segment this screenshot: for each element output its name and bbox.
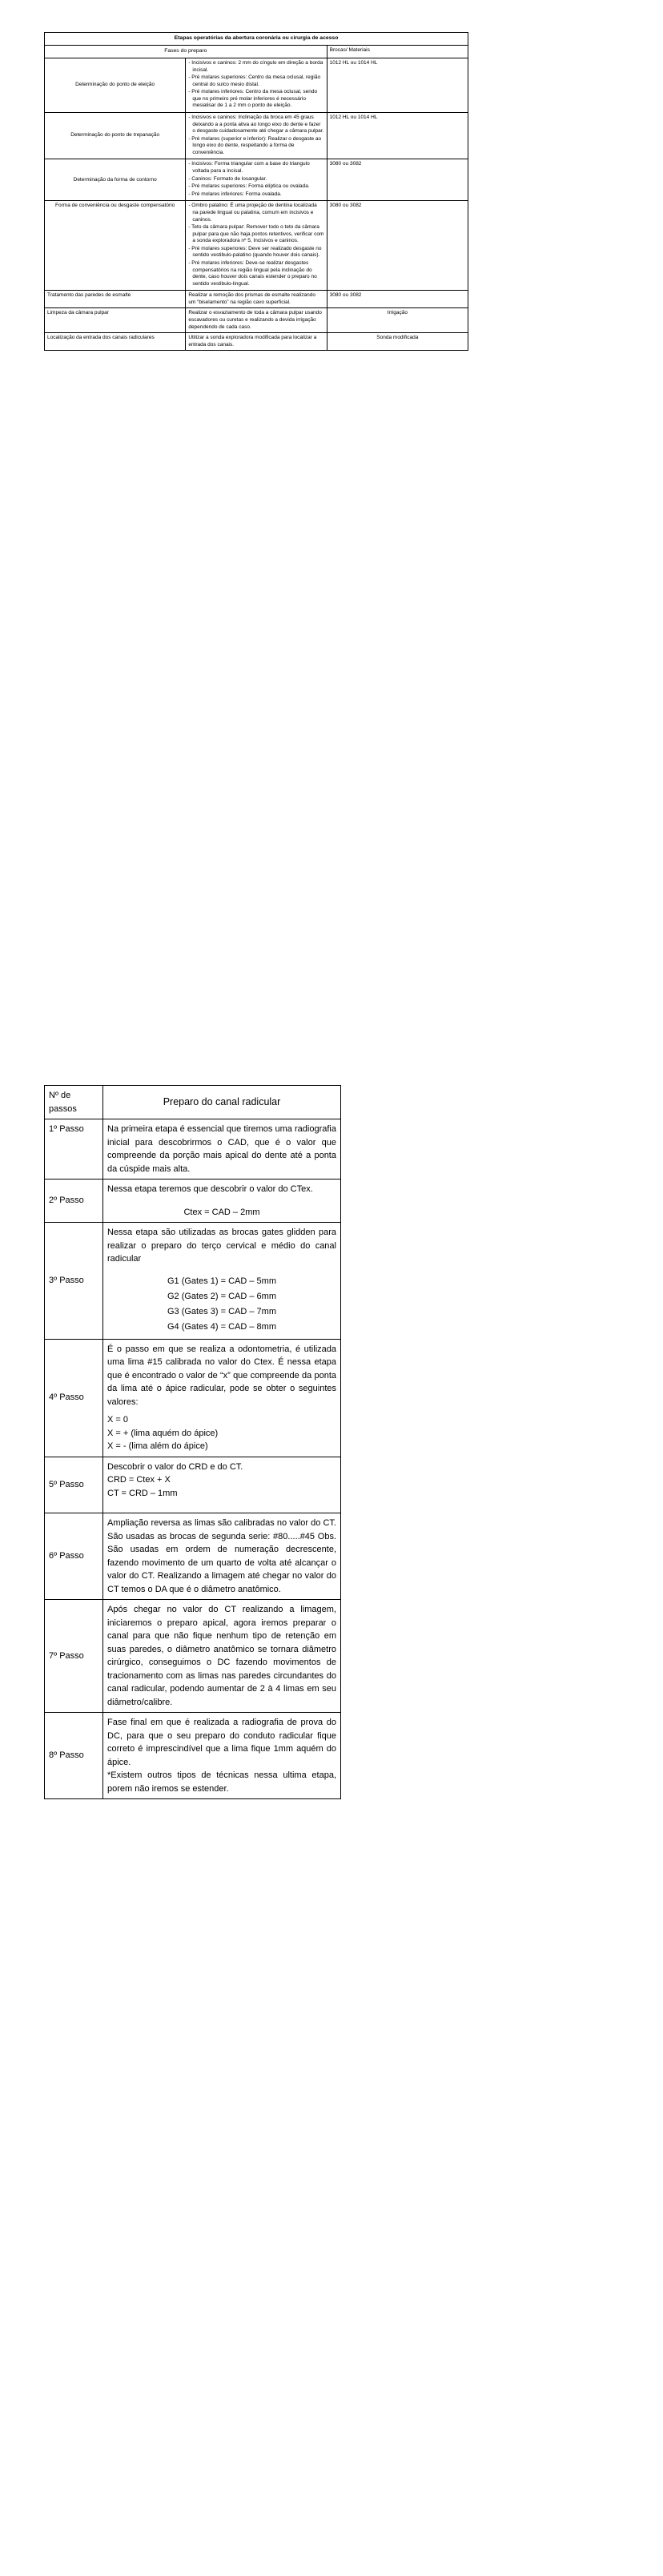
table-row [45,201,468,291]
step-text: Fase final em que é realizada a radiografia de prova do DC, para que o seu preparo do conduto radicular fique correto é imprescindível que a lima fique 1mm aquém do ápice. [107,1718,336,1767]
table1-bur: 3080 ou 3082 [327,291,468,308]
list-item: - Incisivos e caninos: Inclinação da broca em 45 graus deixando a a ponta ativa ao longo eixo do dente e fazer o desgaste cuidadosamente até chegar a câmara pulpar. [188,114,324,135]
list-item: - Pré molares inferiores: Centro da mesa oclusal, sendo que no primeiro pré molar inferiores é necessário mesialisar de 1 a 2 mm o ponto de eleição. [188,89,318,109]
table1-title: Etapas operatórias da abertura coronária ou cirurgia de acesso [45,33,468,46]
table1-subheader-burs: Brocas/ Materiais [327,45,468,58]
table1-step-details [186,112,327,159]
table1-subheader-phases: Fases do preparo [45,45,327,58]
formula: G1 (Gates 1) = CAD – 5mm [167,1276,276,1286]
table-row [45,308,468,333]
table-row [45,58,468,112]
step-text: Utilizar a sonda exploradora modificada para localizar a entrada dos canais. [188,335,317,348]
table2-step-label: 2º Passo [45,1179,103,1223]
table1-step-label: Determinação da forma de contorno [45,159,186,201]
table-row [45,291,468,308]
table2-step-body [103,1179,341,1223]
formula: G3 (Gates 3) = CAD – 7mm [167,1307,276,1316]
table-row [45,1339,341,1457]
table-access-opening [44,32,468,351]
step-text: Descobrir o valor do CRD e do CT. [107,1461,243,1472]
table-row [45,1600,341,1713]
table2-step-body [103,1119,341,1179]
table1-step-details [186,201,327,291]
table2-step-label: 8º Passo [45,1713,103,1799]
table2-step-body [103,1223,341,1340]
step-text: Após chegar no valor do CT realizando a limagem, iniciaremos o preparo apical, agora iremos preparar o canal para que não fique nenhum tipo de retenção em suas paredes, o diâmetro anatômico se tornara diâmetro cirúrgico, conseguimos o DC fazendo movimentos de tracionamento com as limas nas paredes circundantes do canal radicular, podendo aumentar de 2 à 4 limas em seu diâmetro/calibre. [107,1605,336,1707]
table-row [45,1179,341,1223]
table-row [45,1713,341,1799]
table1-step-details [186,308,327,333]
value-case: X = + (lima aquém do ápice) [107,1428,219,1438]
list-item: - Pré molares superiores: Centro da mesa oclusal, região central do sulco mesio distal. [188,74,321,87]
table1-step-label: Determinação do ponto de eleição [45,58,186,112]
list-item: - Caninos: Formato de losangular. [188,175,267,182]
list-item: - Pré molares inferiores: Forma ovalada. [188,191,282,197]
table2-step-body [103,1600,341,1713]
list-item: - Pré molares superiores: Deve ser realizado desgaste no sentido vestibulo-palatino (quando houver dois canais). [188,245,322,259]
table1-step-details [186,159,327,201]
list-item: - Ombro palatino: É uma projeção de dentina localizada na parede lingual ou palatina, comum em incisivos e caninos. [188,203,317,223]
step-text: Na primeira etapa é essencial que tiremos uma radiografia inicial para descobrirmos o CAD, que é o valor que compreende da porção mais apical do dente até a ponta da cúspide mais alta. [107,1124,336,1174]
step-text: Realizar a remoção dos prismas de esmalte realizando um “biselamento” na região cavo superficial. [188,292,315,305]
table1-step-details [186,58,327,112]
step-note: *Existem outros tipos de técnicas nessa ultima etapa, porem não iremos se estender. [107,1770,336,1794]
formula: G4 (Gates 4) = CAD – 8mm [167,1322,276,1332]
value-case: X = - (lima além do ápice) [107,1441,208,1451]
step-text: É o passo em que se realiza a odontometria, é utilizada uma lima #15 calibrada no valor do Ctex. É nessa etapa que é encontrado o valor de “x” que compreende da ponta da lima até o ápice radicular, pode se obter o seguintes valores: [107,1344,336,1407]
table-row [45,333,468,351]
table1-step-details [186,291,327,308]
table-row [45,33,468,46]
list-item: - Incisivos e caninos: 2 mm do cíngulo em direção a borda incisal. [188,59,323,73]
table-root-canal-steps [44,1085,336,1799]
table1-step-label: Limpeza da câmara pulpar [45,308,186,333]
table1-bur: 1012 HL ou 1014 HL [327,58,468,112]
formula: Ctex = CAD – 2mm [183,1207,260,1217]
table-row [45,1086,341,1119]
table-row [45,45,468,58]
list-item: - Pré molares superiores: Forma elíptica ou ovalada. [188,183,310,190]
step-text: Nessa etapa são utilizadas as brocas gates glidden para realizar o preparo do terço cervical e médio do canal radicular [107,1228,336,1264]
value-case: X = 0 [107,1415,128,1425]
table2-step-label: 4º Passo [45,1339,103,1457]
table2-step-label: 6º Passo [45,1513,103,1600]
table2-step-label: 5º Passo [45,1457,103,1513]
table2-step-label: 7º Passo [45,1600,103,1713]
table-row [45,1119,341,1179]
list-item: - Teto da câmara pulpar: Remover todo o teto da câmara pulpar para que não haja pontos retentivos, verificar com a sonda exploradora nº 5, Incisivos e caninos. [188,224,324,244]
step-text: Realizar o esvaziamento de toda a câmara pulpar usando escavadores ou curetas e realizando a devida irrigação dependendo de cada caso. [188,310,322,330]
table2-header-steps: Nº de passos [45,1086,103,1119]
table2-step-body [103,1713,341,1799]
table1-step-label: Forma de conveniência ou desgaste compensatório [45,201,186,291]
table2-step-label: 1º Passo [45,1119,103,1179]
list-item: - Pré molares inferiores: Deve-se realizar desgastes compensatórios na região lingual pela inclinação do dente, caso houver dois canais estender o preparo no sentido vestibulo-lingual. [188,259,317,287]
table2-step-body [103,1339,341,1457]
table-row [45,1223,341,1340]
table1-step-details [186,333,327,351]
table-row [45,112,468,159]
table1-step-label: Determinação do ponto de trepanação [45,112,186,159]
step-text: Nessa etapa teremos que descobrir o valor do CTex. [107,1184,313,1194]
table1-bur: Irrigação [327,308,468,333]
formula: G2 (Gates 2) = CAD – 6mm [167,1291,276,1301]
list-item: - Pré molares (superior e inferior): Realizar o desgaste ao longo eixo do dente, respeitando a forma de conveniência. [188,135,322,155]
table2-step-label: 3º Passo [45,1223,103,1340]
formula-list [107,1274,336,1336]
list-item: - Incisivos: Forma triangular com a base do triangulo voltada para a incisal. [188,161,310,175]
table1-step-label: Tratamento das paredes de esmalte [45,291,186,308]
table2-step-body [103,1513,341,1600]
step-text: Ampliação reversa as limas são calibradas no valor do CT. São usadas as brocas de segunda serie: #80.....#45 Obs. São usadas em ordem de numeração decrescente, fazendo movimento de um quarto de volta até alcançar o valor do CT. Realizando a limagem até chegar no valor do CT temos o DA que é o diâmetro anatômico. [107,1518,336,1594]
table-row [45,1513,341,1600]
table1-bur: 3080 ou 3082 [327,159,468,201]
table2-header-title: Preparo do canal radicular [103,1086,341,1119]
table1-bur: Sonda modificada [327,333,468,351]
formula: CT = CRD – 1mm [107,1488,178,1498]
table1-bur: 3080 ou 3082 [327,201,468,291]
table1-step-label: Localização da entrada dos canais radiculares [45,333,186,351]
table1-bur: 1012 HL ou 1014 HL [327,112,468,159]
table2-step-body [103,1457,341,1513]
formula: CRD = Ctex + X [107,1475,171,1485]
table-row [45,1457,341,1513]
table-row [45,159,468,201]
